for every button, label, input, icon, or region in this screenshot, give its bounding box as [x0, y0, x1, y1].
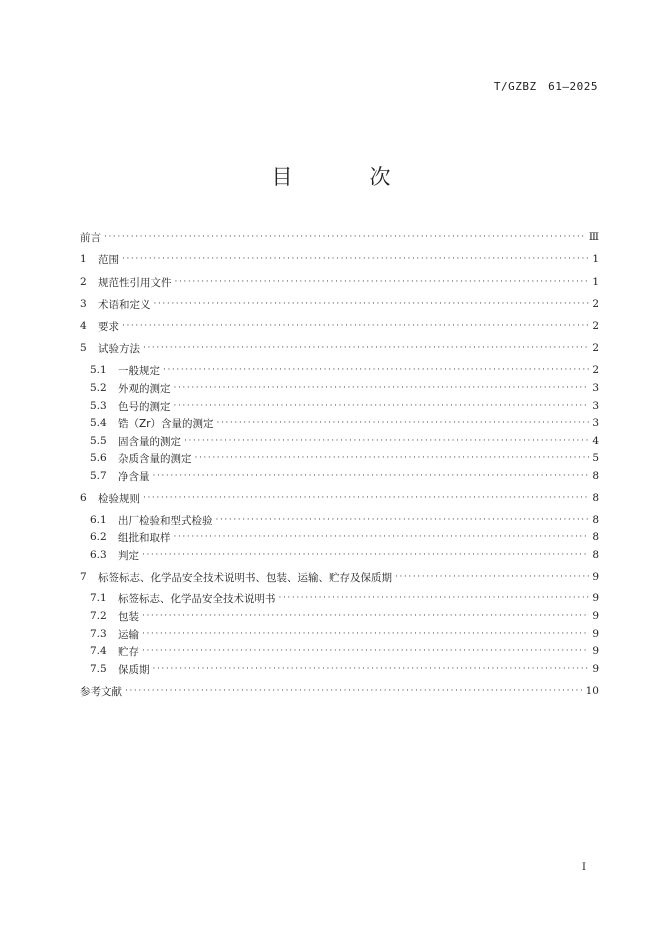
toc-entry — [80, 379, 599, 397]
toc-entry-number: 6.3 — [90, 549, 107, 561]
toc-entry — [80, 682, 599, 700]
toc-dot-leader — [142, 607, 589, 625]
toc-entry — [80, 467, 599, 485]
toc-entry-label: 标签标志、化学品安全技术说明书、包装、运输、贮存及保质期 — [98, 571, 392, 584]
toc-entry-number: 7.2 — [90, 610, 107, 622]
toc-entry — [80, 273, 599, 291]
toc-dot-leader — [279, 589, 590, 607]
toc-entry-page: 4 — [592, 435, 599, 447]
toc-dot-leader — [217, 414, 590, 432]
toc-dot-leader — [174, 528, 590, 546]
toc-entry — [80, 489, 599, 507]
toc-entry-page: 9 — [592, 610, 599, 622]
toc-entry-page: 9 — [592, 592, 599, 604]
toc-entry — [80, 361, 599, 379]
toc-entry — [80, 546, 599, 564]
toc-dot-leader — [122, 250, 589, 268]
toc-entry-label: 一般规定 — [118, 364, 160, 377]
toc-entry-number: 6.1 — [90, 514, 107, 526]
toc-entry-page: 2 — [592, 342, 599, 354]
toc-entry-label: 固含量的测定 — [118, 435, 181, 448]
toc-entry-page: 8 — [592, 531, 599, 543]
toc-entry — [80, 607, 599, 625]
toc-entry-label: 要求 — [98, 320, 119, 333]
toc-entry-number: 2 — [80, 276, 87, 288]
toc-entry-label: 前言 — [80, 231, 101, 244]
toc-entry-label: 运输 — [118, 628, 139, 641]
document-code: T/GZBZ 61—2025 — [493, 80, 598, 93]
toc-entry-number: 7 — [80, 571, 87, 583]
toc-entry — [80, 660, 599, 678]
toc-entry-label: 标签标志、化学品安全技术说明书 — [118, 592, 276, 605]
toc-entry — [80, 625, 599, 643]
toc-entry-number: 1 — [80, 253, 87, 265]
toc-entry-label: 外观的测定 — [118, 382, 171, 395]
toc-entry-page: 8 — [592, 549, 599, 561]
toc-entry-number: 5.3 — [90, 400, 107, 412]
toc-entry-page: 2 — [592, 364, 599, 376]
toc-dot-leader — [143, 339, 589, 357]
toc-entry-label: 检验规则 — [98, 492, 140, 505]
toc-entry-number: 6.2 — [90, 531, 107, 543]
toc-entry-page: 9 — [592, 571, 599, 583]
toc-dot-leader — [216, 511, 590, 529]
toc-entry-number: 4 — [80, 320, 87, 332]
toc-dot-leader — [175, 273, 590, 291]
toc-entry — [80, 432, 599, 450]
toc-entry-number: 5.6 — [90, 452, 107, 464]
toc-entry — [80, 528, 599, 546]
toc-entry-number: 5.1 — [90, 364, 107, 376]
toc-entry-number: 3 — [80, 298, 87, 310]
toc-entry-page: 3 — [592, 400, 599, 412]
toc-dot-leader — [174, 397, 590, 415]
toc-entry — [80, 228, 599, 246]
toc-entry — [80, 295, 599, 313]
toc-entry-label: 保质期 — [118, 663, 150, 676]
toc-dot-leader — [142, 642, 589, 660]
toc-dot-leader — [125, 682, 583, 700]
toc-title: 目 次 — [271, 165, 419, 189]
toc-entry-number: 6 — [80, 492, 87, 504]
toc-entry-page: 1 — [592, 276, 599, 288]
toc-entry-number: 7.1 — [90, 592, 107, 604]
toc-entry — [80, 449, 599, 467]
toc-entry-label: 组批和取样 — [118, 531, 171, 544]
toc-entry — [80, 589, 599, 607]
toc-entry — [80, 317, 599, 335]
toc-entry-label: 净含量 — [118, 470, 150, 483]
toc-entry-label: 包装 — [118, 610, 139, 623]
toc-dot-leader — [143, 489, 589, 507]
toc-entry-label: 参考文献 — [80, 685, 122, 698]
toc-entry-page: Ⅲ — [588, 231, 599, 243]
toc-entry-label: 色号的测定 — [118, 400, 171, 413]
toc-entry-page: 9 — [592, 628, 599, 640]
toc-entry — [80, 511, 599, 529]
toc-entry-label: 术语和定义 — [98, 298, 151, 311]
toc-dot-leader — [154, 295, 590, 313]
toc-entry-label: 出厂检验和型式检验 — [118, 514, 213, 527]
toc-entry — [80, 397, 599, 415]
toc-entry-page: 10 — [585, 685, 599, 697]
toc-entry-number: 5.4 — [90, 417, 107, 429]
toc-entry-page: 8 — [592, 514, 599, 526]
toc-entry-label: 试验方法 — [98, 342, 140, 355]
toc-entry-page: 2 — [592, 298, 599, 310]
toc-entry-page: 2 — [592, 320, 599, 332]
toc-entry-number: 5.7 — [90, 470, 107, 482]
toc-dot-leader — [122, 317, 589, 335]
toc-entry-label: 杂质含量的测定 — [118, 452, 192, 465]
toc-dot-leader — [104, 228, 586, 246]
toc-entry-page: 8 — [592, 470, 599, 482]
toc-dot-leader — [163, 361, 589, 379]
toc-entry-page: 9 — [592, 663, 599, 675]
toc-dot-leader — [184, 432, 589, 450]
toc-entry-number: 7.3 — [90, 628, 107, 640]
toc-entry-label: 锆（Zr）含量的测定 — [118, 417, 214, 430]
toc-entry-page: 8 — [592, 492, 599, 504]
toc-entry-label: 贮存 — [118, 645, 139, 658]
page-number: I — [582, 862, 586, 873]
toc-entry-label: 范围 — [98, 253, 119, 266]
toc-dot-leader — [153, 660, 590, 678]
toc-entry — [80, 339, 599, 357]
toc-entry-number: 5.5 — [90, 435, 107, 447]
toc-dot-leader — [142, 625, 589, 643]
toc-entry-page: 5 — [592, 452, 599, 464]
toc-dot-leader — [395, 568, 589, 586]
toc-entry — [80, 250, 599, 268]
toc-entry-page: 3 — [592, 382, 599, 394]
toc-entry-label: 判定 — [118, 549, 139, 562]
toc-dot-leader — [142, 546, 589, 564]
toc-dot-leader — [195, 449, 590, 467]
toc-entry-page: 3 — [592, 417, 599, 429]
toc-entry-number: 5.2 — [90, 382, 107, 394]
toc-entry-number: 5 — [80, 342, 87, 354]
toc-entry-number: 7.4 — [90, 645, 107, 657]
toc-dot-leader — [153, 467, 590, 485]
toc-entry-page: 1 — [592, 253, 599, 265]
toc-entry-number: 7.5 — [90, 663, 107, 675]
toc-entry — [80, 568, 599, 586]
toc-entry-label: 规范性引用文件 — [98, 276, 172, 289]
toc-entry-page: 9 — [592, 645, 599, 657]
toc-dot-leader — [174, 379, 590, 397]
toc-entry — [80, 414, 599, 432]
toc-entry — [80, 642, 599, 660]
